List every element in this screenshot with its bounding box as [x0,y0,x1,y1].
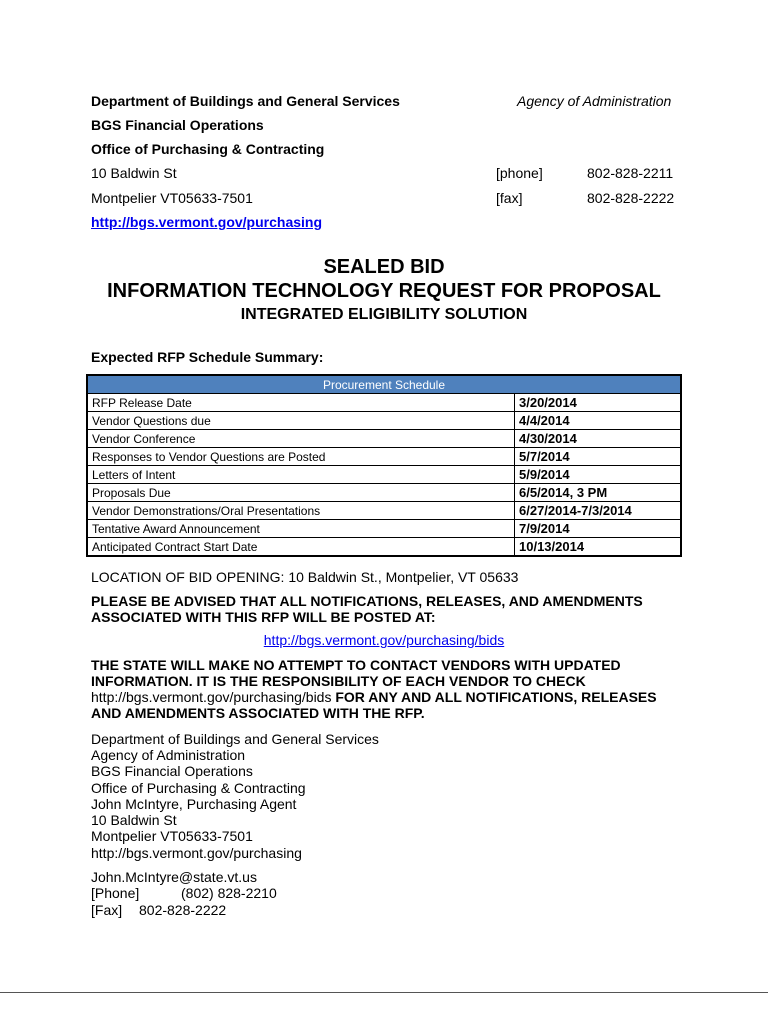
table-row [87,448,681,466]
row-label: Proposals Due [87,484,515,502]
row-label: Vendor Questions due [87,412,515,430]
contact-line: John McIntyre, Purchasing Agent [91,796,297,812]
state-notice-line-3 [91,689,657,705]
bids-url-inline: http://bgs.vermont.gov/purchasing/bids [91,689,332,705]
table-row [87,466,681,484]
street-address: 10 Baldwin St [91,165,177,181]
advised-line-1: PLEASE BE ADVISED THAT ALL NOTIFICATIONS, RELEASES, AND AMENDMENTS [91,593,643,609]
table-header: Procurement Schedule [87,375,681,394]
row-label: Tentative Award Announcement [87,520,515,538]
dept-name: Department of Buildings and General Services [91,93,400,109]
table-row [87,538,681,557]
bid-opening-location: LOCATION OF BID OPENING: 10 Baldwin St., Montpelier, VT 05633 [91,569,519,585]
contact-phone: (802) 828-2210 [181,885,277,901]
state-notice-line-3-rest: FOR ANY AND ALL NOTIFICATIONS, RELEASES [331,689,657,705]
procurement-schedule-table [86,374,682,557]
table-row [87,520,681,538]
row-label: RFP Release Date [87,394,515,412]
contact-fax-label: [Fax] [91,902,123,918]
contact-fax: 802-828-2222 [139,902,227,918]
row-value: 5/9/2014 [515,466,682,484]
schedule-heading: Expected RFP Schedule Summary: [91,349,324,365]
financial-ops: BGS Financial Operations [91,117,264,133]
contact-line: Office of Purchasing & Contracting [91,780,306,796]
row-label: Vendor Demonstrations/Oral Presentations [87,502,515,520]
row-label: Anticipated Contract Start Date [87,538,515,557]
fax-number: 802-828-2222 [587,190,675,206]
office-name: Office of Purchasing & Contracting [91,141,325,157]
fax-label: [fax] [496,190,523,206]
table-row [87,394,681,412]
agency-name: Agency of Administration [517,93,672,109]
row-value: 6/5/2014, 3 PM [515,484,682,502]
row-label: Responses to Vendor Questions are Posted [87,448,515,466]
city-address: Montpelier VT05633-7501 [91,190,253,206]
state-notice-line-1: THE STATE WILL MAKE NO ATTEMPT TO CONTACT VENDORS WITH UPDATED [91,657,621,673]
state-notice-line-2: INFORMATION. IT IS THE RESPONSIBILITY OF EACH VENDOR TO CHECK [91,673,586,689]
contact-line: BGS Financial Operations [91,763,253,779]
contact-email[interactable]: John.McIntyre@state.vt.us [91,869,257,885]
table-row [87,430,681,448]
table-row [87,412,681,430]
title-it-rfp: INFORMATION TECHNOLOGY REQUEST FOR PROPOSAL [107,280,661,302]
row-value: 3/20/2014 [515,394,682,412]
bids-link[interactable]: http://bgs.vermont.gov/purchasing/bids [263,632,505,648]
contact-line: http://bgs.vermont.gov/purchasing [91,845,302,861]
table-row [87,502,681,520]
title-sealed-bid: SEALED BID [323,256,445,278]
phone-label: [phone] [496,165,543,181]
row-value: 4/4/2014 [515,412,682,430]
contact-phone-label: [Phone] [91,885,140,901]
contact-line: 10 Baldwin St [91,812,177,828]
advised-line-2: ASSOCIATED WITH THIS RFP WILL BE POSTED AT: [91,609,436,625]
row-value: 7/9/2014 [515,520,682,538]
contact-line: Agency of Administration [91,747,246,763]
title-solution: INTEGRATED ELIGIBILITY SOLUTION [240,306,528,323]
row-value: 4/30/2014 [515,430,682,448]
row-label: Letters of Intent [87,466,515,484]
table-row [87,484,681,502]
contact-line: Montpelier VT05633-7501 [91,828,253,844]
state-notice-line-4: AND AMENDMENTS ASSOCIATED WITH THE RFP. [91,705,425,721]
row-value: 10/13/2014 [515,538,682,557]
row-value: 5/7/2014 [515,448,682,466]
contact-line: Department of Buildings and General Services [91,731,379,747]
row-label: Vendor Conference [87,430,515,448]
phone-number: 802-828-2211 [587,165,674,181]
page-divider [0,992,768,993]
row-value: 6/27/2014-7/3/2014 [515,502,682,520]
purchasing-link[interactable]: http://bgs.vermont.gov/purchasing [91,214,323,230]
